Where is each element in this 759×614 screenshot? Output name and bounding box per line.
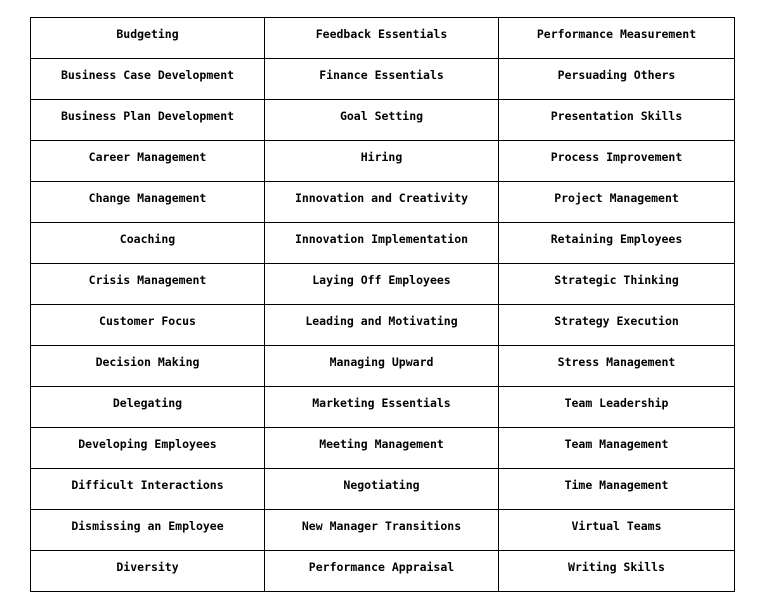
table-cell	[265, 182, 499, 223]
topic-label: Delegating	[112, 396, 183, 410]
topic-label: Developing Employees	[78, 437, 217, 451]
topic-label: Coaching	[119, 232, 176, 246]
table-cell	[265, 223, 499, 264]
table-row	[31, 223, 735, 264]
table-row	[31, 264, 735, 305]
table-row	[31, 305, 735, 346]
table-cell	[31, 346, 265, 387]
table-row	[31, 510, 735, 551]
topic-label: Process Improvement	[550, 150, 683, 164]
topic-label: Managing Upward	[329, 355, 434, 369]
topic-label: Virtual Teams	[571, 519, 662, 533]
topic-label: Crisis Management	[88, 273, 207, 287]
topic-label: Leading and Motivating	[305, 314, 458, 328]
table-cell	[31, 100, 265, 141]
table-cell	[499, 264, 735, 305]
table-cell	[499, 387, 735, 428]
topic-label: Meeting Management	[319, 437, 444, 451]
table-cell	[265, 551, 499, 592]
table-cell	[499, 100, 735, 141]
topic-label: Budgeting	[116, 27, 179, 41]
table-cell	[265, 428, 499, 469]
table-row	[31, 100, 735, 141]
topic-label: Marketing Essentials	[312, 396, 451, 410]
topic-label: Finance Essentials	[319, 68, 444, 82]
table-cell	[31, 18, 265, 59]
topic-label: Hiring	[360, 150, 403, 164]
table-cell	[499, 182, 735, 223]
topic-label: Feedback Essentials	[315, 27, 448, 41]
table-row	[31, 141, 735, 182]
topic-label: Retaining Employees	[550, 232, 683, 246]
topic-label: Laying Off Employees	[312, 273, 451, 287]
topic-label: Writing Skills	[568, 560, 665, 574]
topic-label: Business Plan Development	[60, 109, 235, 123]
topic-label: Innovation Implementation	[294, 232, 469, 246]
table-cell	[265, 387, 499, 428]
topic-label: Decision Making	[95, 355, 200, 369]
table-cell	[265, 305, 499, 346]
table-cell	[265, 264, 499, 305]
table-cell	[499, 223, 735, 264]
table-row	[31, 428, 735, 469]
table-cell	[31, 387, 265, 428]
table-cell	[265, 141, 499, 182]
table-cell	[31, 469, 265, 510]
table-row	[31, 18, 735, 59]
table-cell	[265, 18, 499, 59]
topic-label: Negotiating	[343, 478, 420, 492]
table-cell	[265, 59, 499, 100]
table-row	[31, 469, 735, 510]
table-cell	[499, 551, 735, 592]
table-cell	[265, 346, 499, 387]
table-cell	[31, 141, 265, 182]
table-cell	[31, 223, 265, 264]
topic-label: Customer Focus	[99, 314, 196, 328]
topic-label: Strategic Thinking	[554, 273, 679, 287]
topic-label: Strategy Execution	[554, 314, 679, 328]
table-cell	[499, 469, 735, 510]
table-cell	[499, 346, 735, 387]
topic-label: Presentation Skills	[550, 109, 683, 123]
topic-label: Difficult Interactions	[71, 478, 224, 492]
topic-label: Dismissing an Employee	[71, 519, 224, 533]
table-row	[31, 551, 735, 592]
topic-label: Time Management	[564, 478, 669, 492]
topic-label: Change Management	[88, 191, 207, 205]
table-cell	[31, 182, 265, 223]
topic-label: Goal Setting	[339, 109, 424, 123]
table-cell	[499, 428, 735, 469]
table-cell	[31, 510, 265, 551]
topic-label: Team Leadership	[564, 396, 669, 410]
topics-table	[30, 17, 735, 592]
table-cell	[265, 510, 499, 551]
table-row	[31, 182, 735, 223]
table-cell	[499, 141, 735, 182]
table-cell	[499, 18, 735, 59]
topic-label: Diversity	[116, 560, 179, 574]
topic-label: Performance Measurement	[536, 27, 697, 41]
topic-label: Performance Appraisal	[308, 560, 455, 574]
topic-label: Innovation and Creativity	[294, 191, 469, 205]
table-cell	[499, 510, 735, 551]
table-cell	[31, 305, 265, 346]
topic-label: Team Management	[564, 437, 669, 451]
topic-label: Stress Management	[557, 355, 676, 369]
topics-table-body	[31, 18, 735, 592]
table-row	[31, 346, 735, 387]
topic-label: Business Case Development	[60, 68, 235, 82]
table-cell	[31, 551, 265, 592]
table-cell	[31, 264, 265, 305]
topic-label: Career Management	[88, 150, 207, 164]
table-cell	[265, 100, 499, 141]
topic-label: Persuading Others	[557, 68, 676, 82]
table-cell	[265, 469, 499, 510]
table-row	[31, 59, 735, 100]
table-cell	[499, 305, 735, 346]
table-cell	[31, 428, 265, 469]
table-row	[31, 387, 735, 428]
table-cell	[31, 59, 265, 100]
topic-label: New Manager Transitions	[301, 519, 462, 533]
table-cell	[499, 59, 735, 100]
topic-label: Project Management	[554, 191, 679, 205]
